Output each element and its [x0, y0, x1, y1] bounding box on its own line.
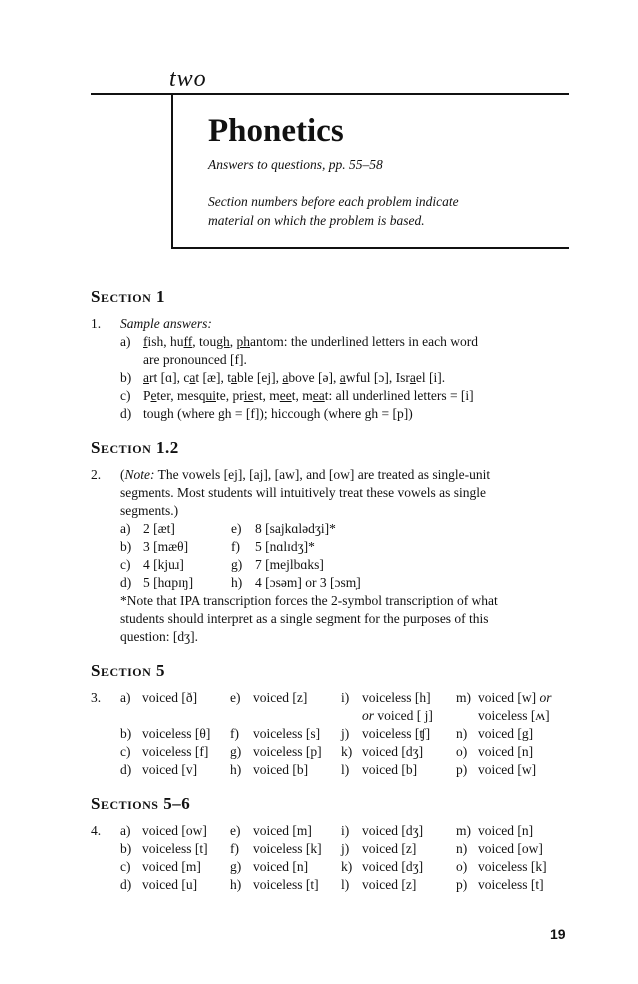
- footnote-line: students should interpret as a single segment for the purposes of this: [120, 611, 489, 626]
- answer-text: 7 [mejlbɑks]: [255, 557, 324, 572]
- lead-text: Sample answers:: [120, 316, 212, 331]
- item-label: p): [456, 877, 468, 892]
- answer-text: voiceless [θ]: [142, 726, 211, 741]
- header-rule: [91, 93, 569, 95]
- answer-text: 5 [hɑpɪŋ]: [143, 575, 194, 590]
- answer-continuation: or voiced [ j]: [362, 708, 433, 723]
- answer-text: voiceless [ʧ]: [362, 726, 431, 741]
- item-label: e): [230, 690, 241, 705]
- answer-text: voiceless [t]: [253, 877, 319, 892]
- question-number: 2.: [91, 467, 102, 482]
- answer-text: voiced [g]: [478, 726, 534, 741]
- question-number: 3.: [91, 690, 102, 705]
- item-label: f): [230, 726, 239, 741]
- header-bottom-rule: [171, 247, 569, 249]
- answer-text: voiced [n]: [253, 859, 309, 874]
- question-number: 4.: [91, 823, 102, 838]
- item-label: c): [120, 557, 131, 572]
- footnote-line: *Note that IPA transcription forces the 2-symbol transcription of what: [120, 593, 498, 608]
- answer-text: 2 [æt]: [143, 521, 175, 536]
- chapter-label: two: [169, 66, 207, 92]
- answer-text: voiced [n]: [478, 823, 534, 838]
- answer-text: voiceless [k]: [253, 841, 322, 856]
- answer-line: Peter, mesquite, priest, meet, meat: all underlined letters = [i]: [143, 388, 474, 403]
- answer-text: voiced [m]: [253, 823, 312, 838]
- item-label: d): [120, 877, 132, 892]
- answer-text: 4 [ɔsəm] or 3 [ɔsm̩]: [255, 575, 361, 590]
- item-label: i): [341, 823, 350, 838]
- subtitle: Answers to questions, pp. 55–58: [208, 157, 383, 172]
- answer-text: voiced [dʒ]: [362, 744, 424, 759]
- answer-continuation: voiceless [ʍ]: [478, 708, 550, 723]
- note-line-1: Section numbers before each problem indicate: [208, 194, 459, 209]
- section-heading-1: Section 1: [91, 287, 166, 306]
- item-label: n): [456, 841, 468, 856]
- item-label: m): [456, 690, 471, 705]
- item-label: g): [230, 744, 242, 759]
- item-label: f): [231, 539, 240, 554]
- note-line-2: material on which the problem is based.: [208, 213, 425, 228]
- item-label: e): [231, 521, 242, 536]
- answer-text: voiced [dʒ]: [362, 859, 424, 874]
- answer-text: 3 [mæθ]: [143, 539, 189, 554]
- answer-line: fish, huff, tough, phantom: the underlined letters in each word: [143, 334, 478, 349]
- section-heading-4: Sections 5–6: [91, 794, 191, 813]
- item-label: n): [456, 726, 468, 741]
- item-label: a): [120, 690, 131, 705]
- item-label: h): [230, 762, 242, 777]
- answer-line: tough (where gh = [f]); hiccough (where gh = [p]): [143, 406, 413, 421]
- item-label: a): [120, 334, 131, 349]
- section-heading-3: Section 5: [91, 661, 166, 680]
- answer-text: voiced [b]: [362, 762, 418, 777]
- item-label: l): [341, 762, 350, 777]
- answer-text: voiceless [s]: [253, 726, 321, 741]
- item-label: c): [120, 744, 131, 759]
- footnote-line: question: [dʒ].: [120, 629, 198, 644]
- answer-text: voiced [z]: [253, 690, 308, 705]
- answer-text: voiced [m]: [142, 859, 201, 874]
- item-label: b): [120, 370, 132, 385]
- answer-text: 5 [nɑlɪdʒ]*: [255, 539, 315, 554]
- item-label: e): [230, 823, 241, 838]
- note-line: segments. Most students will intuitively treat these vowels as single: [120, 485, 486, 500]
- item-label: l): [341, 877, 350, 892]
- page-title: Phonetics: [208, 113, 344, 149]
- answer-text: voiced [b]: [253, 762, 309, 777]
- item-label: k): [341, 859, 353, 874]
- item-label: d): [120, 575, 132, 590]
- answer-text: voiced [u]: [142, 877, 198, 892]
- answer-text: voiceless [t]: [478, 877, 544, 892]
- answer-text: 8 [sajkɑlədʒi]*: [255, 521, 336, 536]
- answer-text: 4 [kjuɹ]: [143, 557, 184, 572]
- item-label: d): [120, 762, 132, 777]
- header-vertical-rule: [171, 93, 173, 248]
- answer-text: voiceless [k]: [478, 859, 547, 874]
- item-label: j): [341, 841, 350, 856]
- answer-text: voiced [ð]: [142, 690, 198, 705]
- answer-text: voiced [z]: [362, 841, 417, 856]
- answer-text: voiced [n]: [478, 744, 534, 759]
- item-label: h): [231, 575, 243, 590]
- item-label: b): [120, 726, 132, 741]
- answer-line: are pronounced [f].: [143, 352, 247, 367]
- item-label: k): [341, 744, 353, 759]
- page-number: 19: [550, 926, 566, 942]
- note-line: (Note: The vowels [ej], [aj], [aw], and [ow] are treated as single-unit: [120, 467, 491, 482]
- item-label: p): [456, 762, 468, 777]
- item-label: d): [120, 406, 132, 421]
- answer-text: voiceless [f]: [142, 744, 209, 759]
- answer-text: voiced [w] or: [478, 690, 552, 705]
- item-label: g): [230, 859, 242, 874]
- answer-text: voiced [ow]: [142, 823, 207, 838]
- answer-text: voiced [dʒ]: [362, 823, 424, 838]
- item-label: i): [341, 690, 350, 705]
- answer-text: voiceless [h]: [362, 690, 431, 705]
- item-label: m): [456, 823, 471, 838]
- answer-text: voiced [v]: [142, 762, 198, 777]
- note-line: segments.): [120, 503, 179, 518]
- item-label: j): [341, 726, 350, 741]
- item-label: g): [231, 557, 243, 572]
- item-label: a): [120, 521, 131, 536]
- answer-text: voiced [w]: [478, 762, 537, 777]
- answer-text: voiced [z]: [362, 877, 417, 892]
- item-label: b): [120, 539, 132, 554]
- item-label: h): [230, 877, 242, 892]
- section-heading-2: Section 1.2: [91, 438, 179, 457]
- question-number: 1.: [91, 316, 102, 331]
- item-label: c): [120, 388, 131, 403]
- answer-line: art [ɑ], cat [æ], table [ej], above [ə], awful [ɔ], Israel [i].: [143, 370, 446, 385]
- item-label: c): [120, 859, 131, 874]
- item-label: o): [456, 744, 468, 759]
- item-label: f): [230, 841, 239, 856]
- item-label: b): [120, 841, 132, 856]
- answer-text: voiceless [t]: [142, 841, 208, 856]
- item-label: a): [120, 823, 131, 838]
- answer-text: voiced [ow]: [478, 841, 543, 856]
- item-label: o): [456, 859, 468, 874]
- answer-text: voiceless [p]: [253, 744, 322, 759]
